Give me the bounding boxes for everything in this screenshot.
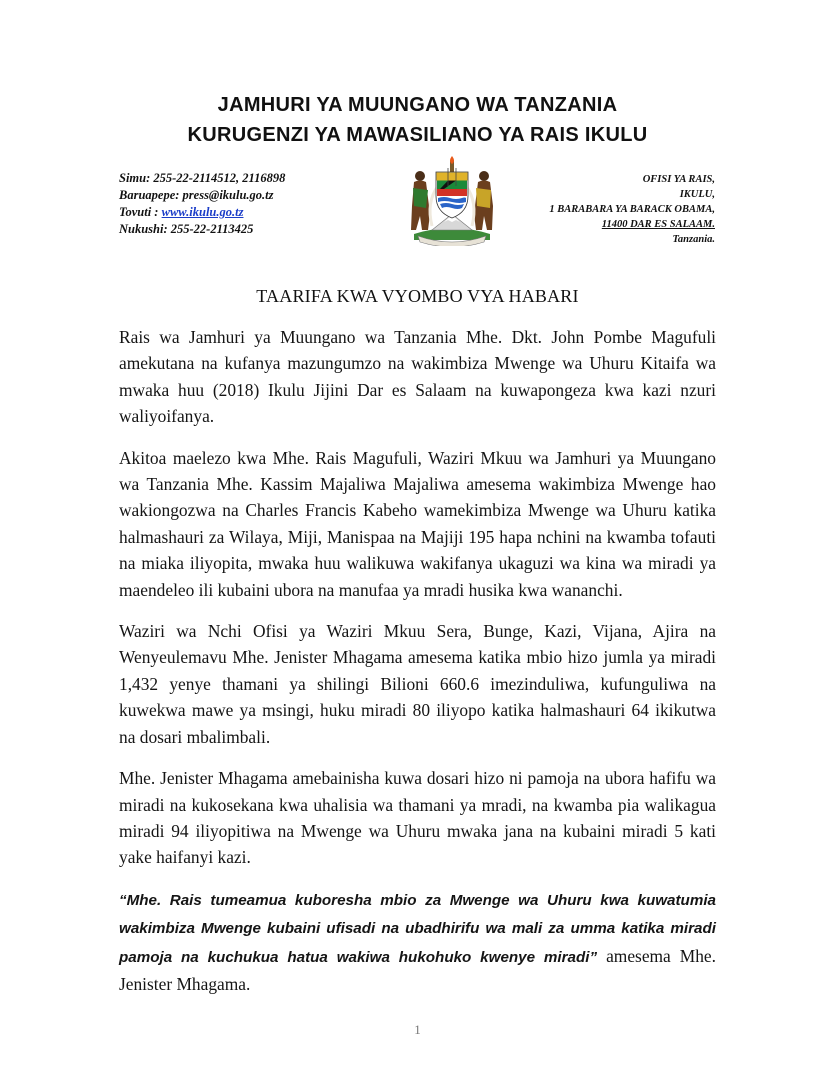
website-link[interactable]: www.ikulu.go.tz [161, 205, 244, 219]
document-heading: TAARIFA KWA VYOMBO VYA HABARI [256, 286, 579, 306]
document-body [119, 324, 716, 1012]
header-title-line1: JAMHURI YA MUUNGANO WA TANZANIA [217, 94, 618, 116]
contact-right-block [549, 172, 715, 247]
contact-left-block [119, 170, 285, 238]
phone-text: Simu: 255-22-2114512, 2116898 [119, 171, 286, 185]
paragraph-3: Waziri wa Nchi Ofisi ya Waziri Mkuu Sera, Bunge, Kazi, Vijana, Ajira na Wenyeulemavu Mhe. Jenister Mhagama amesema katika mbio hizo jumla ya miradi 1,432 yenye thamani ya shilingi Bilioni 660.6 imezinduliwa, kufunguliwa na kuwekwa mawe ya msingi, huku miradi 80 iliyopo katika halmashauri 64 ikikutwa na dosari mbalimbali. [119, 621, 716, 747]
address-line3: 1 BARABARA YA BARACK OBAMA, [549, 204, 715, 215]
paragraph-4: Mhe. Jenister Mhagama amebainisha kuwa dosari hizo ni pamoja na ubora hafifu wa miradi na kukosekana kwa uhalisia wa thamani ya mradi, na kwamba pia walikagua miradi 94 iliyopitiwa na Mwenge wa Uhuru mwaka jana na kubaini miradi 5 kati yake haifanyi kazi. [119, 768, 716, 868]
address-line2: IKULU, [679, 189, 715, 200]
header-title-line2: KURUGENZI YA MAWASILIANO YA RAIS IKULU [187, 124, 648, 146]
website-row [119, 204, 285, 221]
quote-text: “Mhe. Rais tumeamua kuboresha mbio za Mwenge wa Uhuru kwa kuwatumia wakimbiza Mwenge kubaini ufisadi na ubadhirifu wa mali za umma katika miradi pamoja na kuchukua hatua wakiwa hukohuko kwenye miradi” [119, 891, 716, 966]
quote-attribution: amesema Mhe. Jenister Mhagama. [119, 945, 716, 994]
paragraph-2: Akitoa maelezo kwa Mhe. Rais Magufuli, Waziri Mkuu wa Jamhuri ya Muungano wa Tanzania Mhe. Kassim Majaliwa Majaliwa amesema wakimbiza Mwenge hao wakiongozwa na Charles Francis Kabeho wamekimbiza Mwenge wa Uhuru katika halmashauri za Wilaya, Miji, Manispaa na Majiji 195 hapa nchini na kwamba tofauti na miaka iliyopita, mwaka huu walikuwa wakifanya ukaguzi wa kina wa miradi ya maendeleo ili kubaini ubora na manufaa ya mradi husika kwa wananchi. [119, 447, 716, 600]
website-label: Tovuti : [119, 205, 162, 219]
quote-paragraph [119, 886, 716, 998]
coat-of-arms-icon [404, 156, 500, 246]
address-line1: OFISI YA RAIS, [642, 174, 715, 185]
email-text: Baruapepe: press@ikulu.go.tz [119, 188, 274, 202]
paragraph-1: Rais wa Jamhuri ya Muungano wa Tanzania Mhe. Dkt. John Pombe Magufuli amekutana na kufanya mazungumzo na wakimbiza Mwenge wa Uhuru Kitaifa wa mwaka huu (2018) Ikulu Jijini Dar es Salaam na kuwapongeza kwa kazi nzuri waliyoifanya. [119, 327, 716, 427]
address-line4: 11400 DAR ES SALAAM. [601, 219, 715, 230]
address-line5: Tanzania. [672, 234, 715, 245]
page-number: 1 [414, 1022, 421, 1037]
fax-text: Nukushi: 255-22-2113425 [119, 222, 254, 236]
